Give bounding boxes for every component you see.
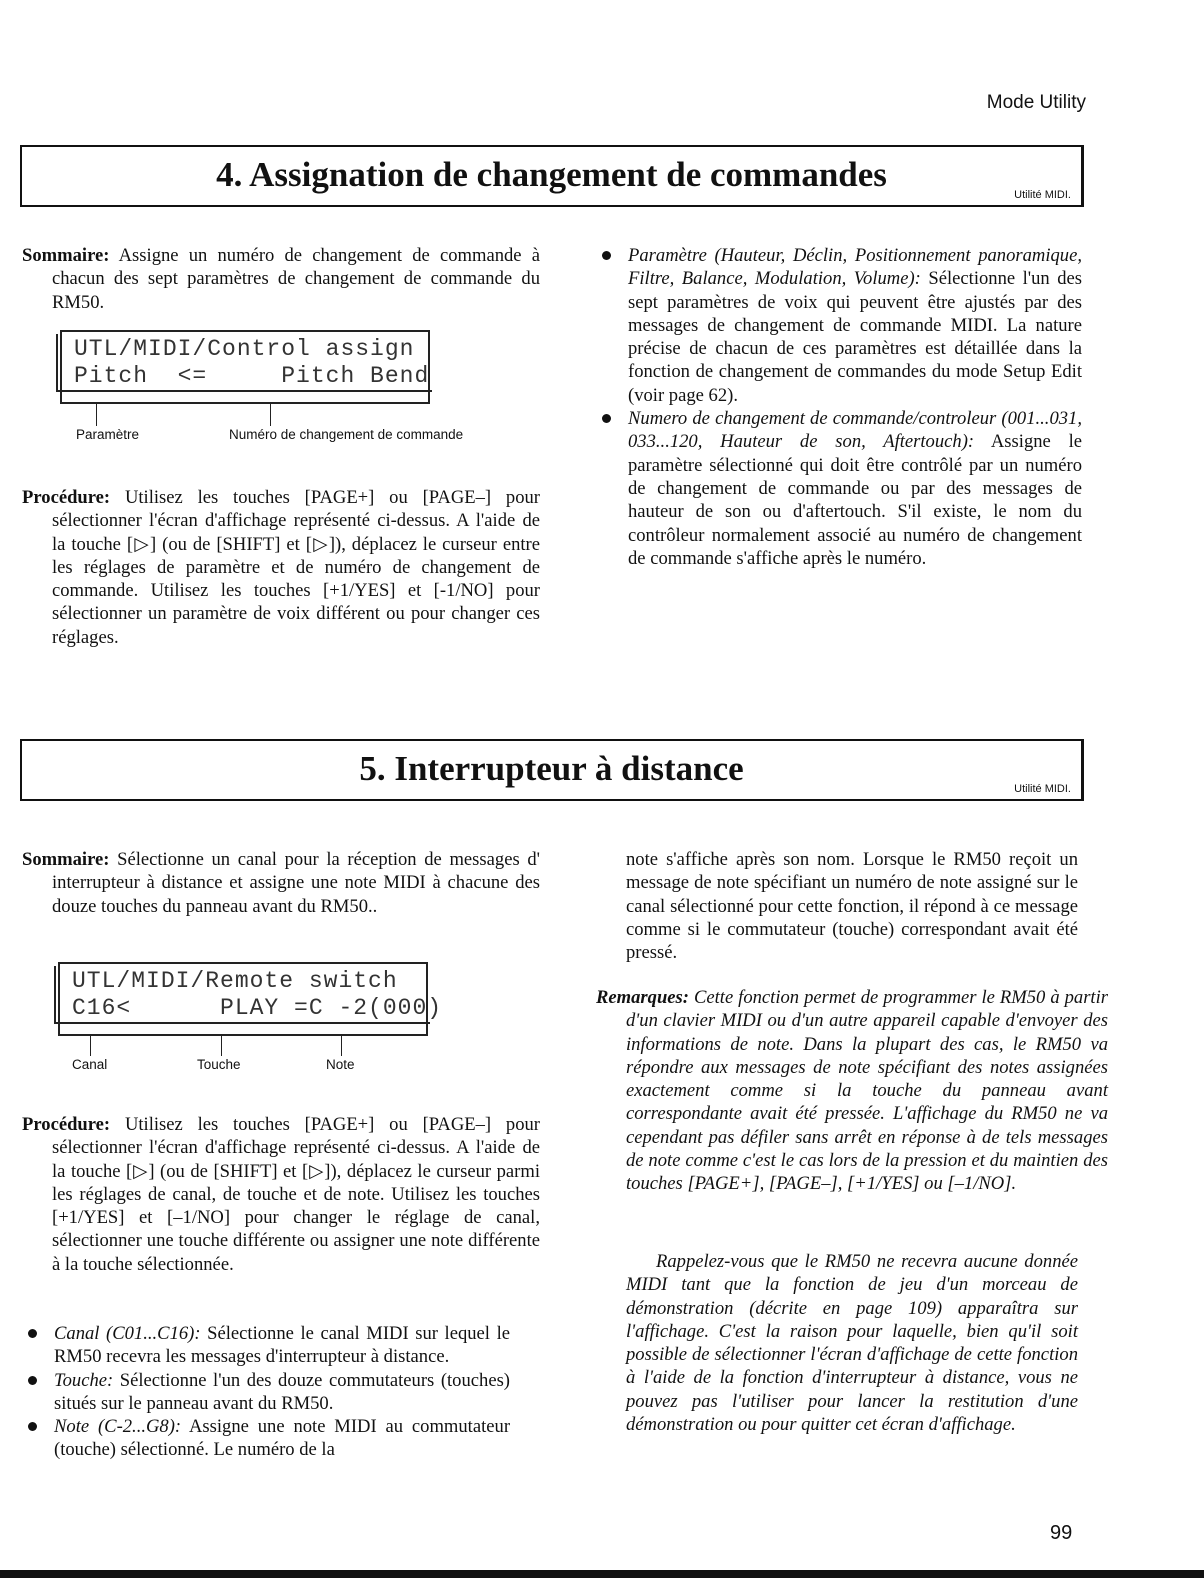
section-5-remarks-2: Rappelez-vous que le RM50 ne recevra aucune donnée MIDI tant que la fonction de jeu d'un morceau de démonstration (décrite en page 109) apparaîtra sur l'affichage. C'est la raison pour laquelle, bien qu'il soit possible de sélectionner l'écran d'affichage de cette fonction à l'aide de la fonction d'interrupteur à distance, vous ne pouvez pas l'utiliser pour lancer la restitution d'une démonstration ou pour quitter cet écran d'affichage.: [626, 1251, 1078, 1436]
bullet-label: Paramètre (Hauteur, Déclin, Positionnement panoramique, Filtre, Balance, Modulation, Volume):: [628, 245, 1082, 290]
section-5-tag: Utilité MIDI.: [1014, 783, 1071, 795]
caption-touche: Touche: [197, 1057, 241, 1072]
bullet-text: Assigne le paramètre sélectionné qui doit être contrôlé par un numéro de changement de commande ou par des messages de hauteur de son ou d'aftertouch. S'il existe, le nom du contrôleur normalement associé au numéro de changement de commande s'affiche après le numéro.: [628, 431, 1083, 569]
caption-canal: Canal: [72, 1057, 108, 1072]
bullet-label: Note (C-2...G8):: [54, 1416, 182, 1438]
bullet-text: Assigne une note MIDI au commutateur (touche) sélectionné. Le numéro de la: [54, 1416, 511, 1461]
lcd-display-remote-switch: [58, 962, 443, 1036]
section-5-title-box: [20, 739, 1084, 801]
list-item: [22, 1322, 510, 1369]
procedure-text: Utilisez les touches [PAGE+] ou [PAGE–] pour sélectionner l'écran d'affichage représenté ci-dessus. A l'aide de la touche [▷] (ou de [SHIFT] et [▷]), déplacez le curseur parmi les réglages de canal, de touche et de note. Utilisez les touches [+1/YES] et [–1/NO] pour changer le réglage de canal, sélectionner une touche différente ou assigner une note différente à la touche sélectionnée.: [52, 1114, 540, 1275]
bullet-icon: [28, 1422, 37, 1431]
summary-text: Sélectionne un canal pour la réception de messages d' interrupteur à distance et assigne une note MIDI à chacune des douze touches du panneau avant du RM50..: [52, 849, 540, 917]
section-4-procedure: [22, 486, 540, 649]
section-4-tag: Utilité MIDI.: [1014, 189, 1071, 201]
caption-parametre: Paramètre: [76, 427, 140, 442]
remarks-lead: Remarques:: [596, 987, 689, 1008]
summary-text: Assigne un numéro de changement de commande à chacun des sept paramètres de changement de commande du RM50.: [52, 245, 540, 313]
note-pointer: [341, 1036, 342, 1056]
list-item: [22, 1415, 510, 1462]
section-5-bullets: [22, 1322, 510, 1462]
procedure-text: Utilisez les touches [PAGE+] ou [PAGE–] pour sélectionner l'écran d'affichage représenté ci-dessus. A l'aide de la touche [▷] (ou de [SHIFT] et [▷]), déplacez le curseur entre les réglages de paramètre et de numéro de changement de commande. Utilisez les touches [+1/YES] et [-1/NO] pour sélectionner un paramètre de voix différent ou pour changer ces réglages.: [52, 487, 540, 648]
bullet-label: Touche:: [54, 1369, 114, 1391]
bullet-text: Sélectionne l'un des douze commutateurs (touches) situés sur le panneau avant du RM50.: [54, 1369, 510, 1414]
summary-lead: Sommaire:: [22, 245, 110, 266]
section-5-continuation: note s'affiche après son nom. Lorsque le RM50 reçoit un message de note spécifiant un numéro de note assigné sur le canal sélectionné pour cette fonction, il répond à ce message comme si le commutateur (touche) correspondant avait été pressé.: [626, 849, 1078, 964]
caption-numero: Numéro de changement de commande: [229, 427, 464, 442]
bullet-label: Canal (C01...C16):: [54, 1323, 201, 1344]
bullet-icon: [602, 414, 611, 423]
section-5-remarks: [596, 986, 1108, 1196]
bullet-text: Sélectionne le canal MIDI sur lequel le RM50 recevra les messages d'interrupteur à distance.: [54, 1323, 510, 1368]
procedure-lead: Procédure:: [22, 487, 111, 508]
lcd-line-2: Pitch <= Pitch Bend: [74, 363, 430, 389]
section-4-title: 4. Assignation de changement de commandes: [216, 155, 887, 194]
section-4-title-box: [20, 145, 1084, 207]
bullet-icon: [28, 1329, 37, 1338]
summary-lead: Sommaire:: [22, 849, 110, 870]
chapter-header: Mode Utility: [986, 92, 1086, 113]
lcd-line-1: UTL/MIDI/Remote switch: [72, 968, 398, 994]
page-number: 99: [1050, 1522, 1073, 1544]
caption-note: Note: [326, 1057, 355, 1072]
procedure-lead: Procédure:: [22, 1114, 111, 1135]
bullet-text: Sélectionne l'un des sept paramètres de voix qui peuvent être ajustés par des messages de changement de commande MIDI. La nature précise de chacun de ces paramètres est détaillée dans la fonction de changement de commandes du mode Setup Edit (voir page 62).: [628, 268, 1083, 406]
canal-pointer: [90, 1036, 91, 1056]
bottom-edge-rule: [0, 1570, 1204, 1578]
list-item: [596, 244, 1082, 407]
remarks-text: Cette fonction permet de programmer le RM50 à partir d'un clavier MIDI ou d'un autre appareil capable d'envoyer des informations de note. Dans la plupart des cas, le RM50 va répondre aux messages de note spécifiant des notes assignées exactement comme si la touche du panneau avant correspondante avait été pressée. L'affichage du RM50 ne va cependant pas défiler sans arrêt en réponse à de tels messages de note comme c'est le cas lors de la pression et du maintien des touches [PAGE+], [PAGE–], [+1/YES] ou [–1/NO].: [626, 987, 1108, 1195]
list-item: [22, 1369, 510, 1416]
section-5-procedure: [22, 1113, 540, 1276]
section-5-summary: [22, 848, 540, 918]
list-item: [596, 407, 1082, 570]
bullet-label: Numero de changement de commande/controleur (001...031, 033...120, Hauteur de son, Aftertouch):: [628, 408, 1082, 453]
lcd-line-2: C16< PLAY =C -2(000): [72, 995, 443, 1021]
section-4-summary: [22, 244, 540, 314]
bullet-icon: [602, 251, 611, 260]
bullet-icon: [28, 1376, 37, 1385]
lcd-display-control-assign: [60, 330, 430, 404]
number-pointer: [270, 404, 271, 426]
touche-pointer: [221, 1036, 222, 1056]
section-4-bullets: [596, 244, 1082, 570]
lcd-line-1: UTL/MIDI/Control assign: [74, 336, 415, 362]
param-pointer: [96, 404, 97, 426]
section-5-title: 5. Interrupteur à distance: [359, 749, 744, 788]
